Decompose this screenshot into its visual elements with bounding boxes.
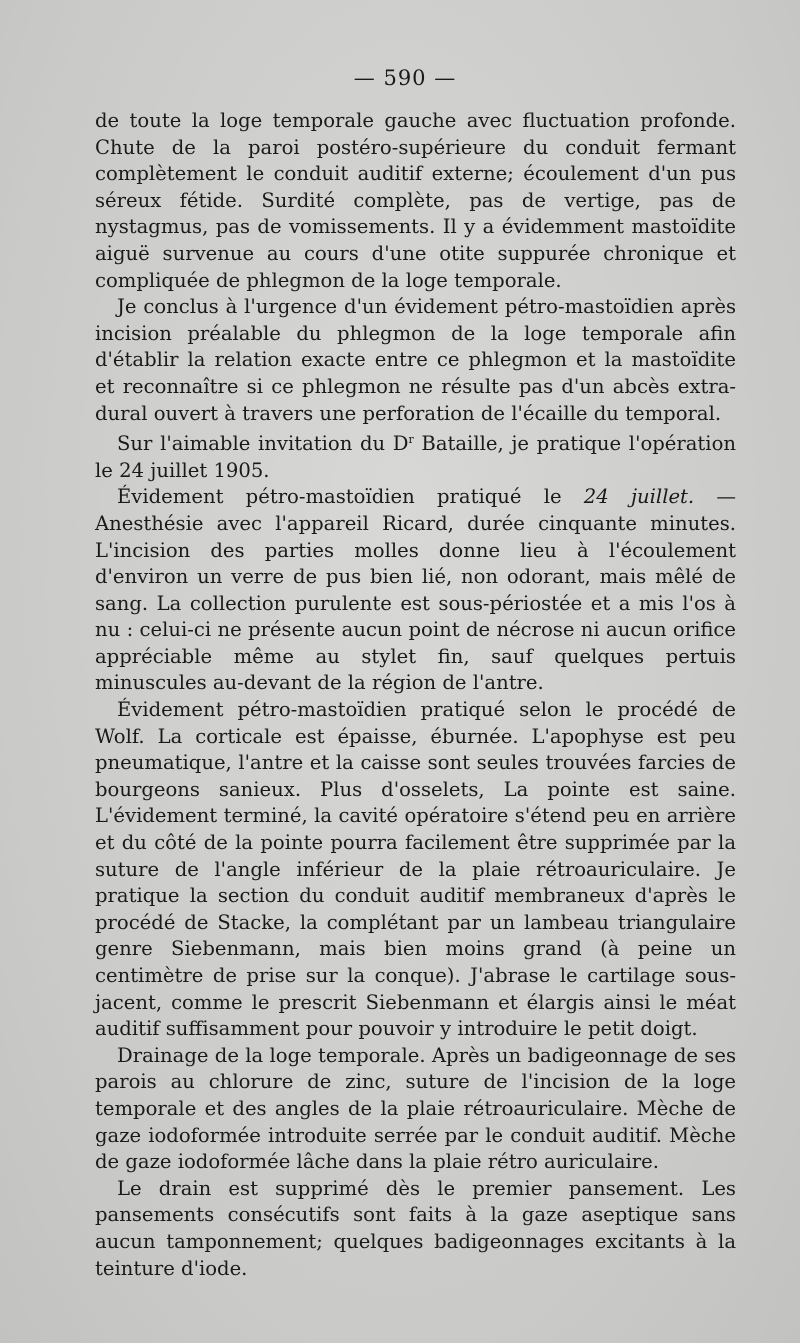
body-text: [95, 108, 736, 1282]
superscript: r: [408, 433, 414, 447]
paragraph-text: Le drain est supprimé dès le premier pansement. Les pansements consécutifs sont faits à la gaze aseptique sans aucun tamponnement; quelques badigeonnages excitants à la teinture d'iode.: [95, 1176, 736, 1280]
paragraph-text: Évidement pétro-mastoïdien pratiqué le: [117, 485, 584, 509]
paragraph: [95, 1176, 736, 1282]
paragraph-text: Drainage de la loge temporale. Après un badigeonnage de ses parois au chlorure de zinc, suture de l'incision de la loge temporale et des angles de la plaie rétroauriculaire. Mèche de gaze iodoformée introduite serrée par le conduit auditif. Mèche de gaze iodoformée lâche dans la plaie rétro auriculaire.: [95, 1043, 736, 1174]
paragraph: [95, 697, 736, 1043]
paragraph: [95, 427, 736, 484]
paragraph: [95, 1043, 736, 1176]
italic-date: 24 juillet.: [583, 485, 695, 509]
paragraph-text: Évidement pétro-mastoïdien pratiqué selon le procédé de Wolf. La corticale est épaisse, éburnée. L'apophyse est peu pneumatique, l'antre et la caisse sont seules trouvées farcies de bourgeons sanieux. Plus d'osselets, La pointe est saine. L'évidement terminé, la cavité opératoire s'étend peu en arrière et du côté de la pointe pourra facilement être supprimée par la suture de l'angle inférieur de la plaie rétroauriculaire. Je pratique la section du conduit auditif membraneux d'après le procédé de Stacke, la complétant par un lambeau triangulaire genre Siebenmann, mais bien moins grand (à peine un centimètre de prise sur la conque). J'abrase le cartilage sous-jacent, comme le prescrit Siebenmann et élargis ainsi le méat auditif suffisamment pour pouvoir y introduire le petit doigt.: [95, 698, 736, 1041]
paragraph: [95, 108, 736, 294]
paragraph-text: Bataille, je pratique l'opération le 24 juillet 1905.: [95, 432, 736, 482]
paragraph: [95, 294, 736, 427]
paragraph-text: Je conclus à l'urgence d'un évidement pétro-mastoïdien après incision préalable du phlegmon de la loge temporale afin d'établir la relation exacte entre ce phlegmon et la mastoïdite et reconnaître si ce phlegmon ne résulte pas d'un abcès extra-dural ouvert à travers une perforation de l'écaille du temporal.: [95, 295, 736, 425]
paragraph-text: — Anesthésie avec l'appareil Ricard, durée cinquante minutes. L'incision des parties molles donne lieu à l'écoulement d'environ un verre de pus bien lié, non odorant, mais mêlé de sang. La collection purulente est sous-périostée et a mis l'os à nu : celui-ci ne présente aucun point de nécrose ni aucun orifice appréciable même au stylet fin, sauf quelques pertuis minuscules au-devant de la région de l'antre.: [95, 485, 736, 695]
paragraph-text: de toute la loge temporale gauche avec fluctuation profonde. Chute de la paroi postéro-supérieure du conduit fermant complètement le conduit auditif externe; écoulement d'un pus séreux fétide. Surdité complète, pas de vertige, pas de nystagmus, pas de vomissements. Il y a évidemment mastoïdite aiguë survenue au cours d'une otite suppurée chronique et compliquée de phlegmon de la loge temporale.: [95, 109, 736, 292]
page-number: — 590 —: [353, 66, 457, 90]
paragraph: [95, 484, 736, 697]
paragraph-text: Sur l'aimable invitation du D: [117, 432, 409, 456]
